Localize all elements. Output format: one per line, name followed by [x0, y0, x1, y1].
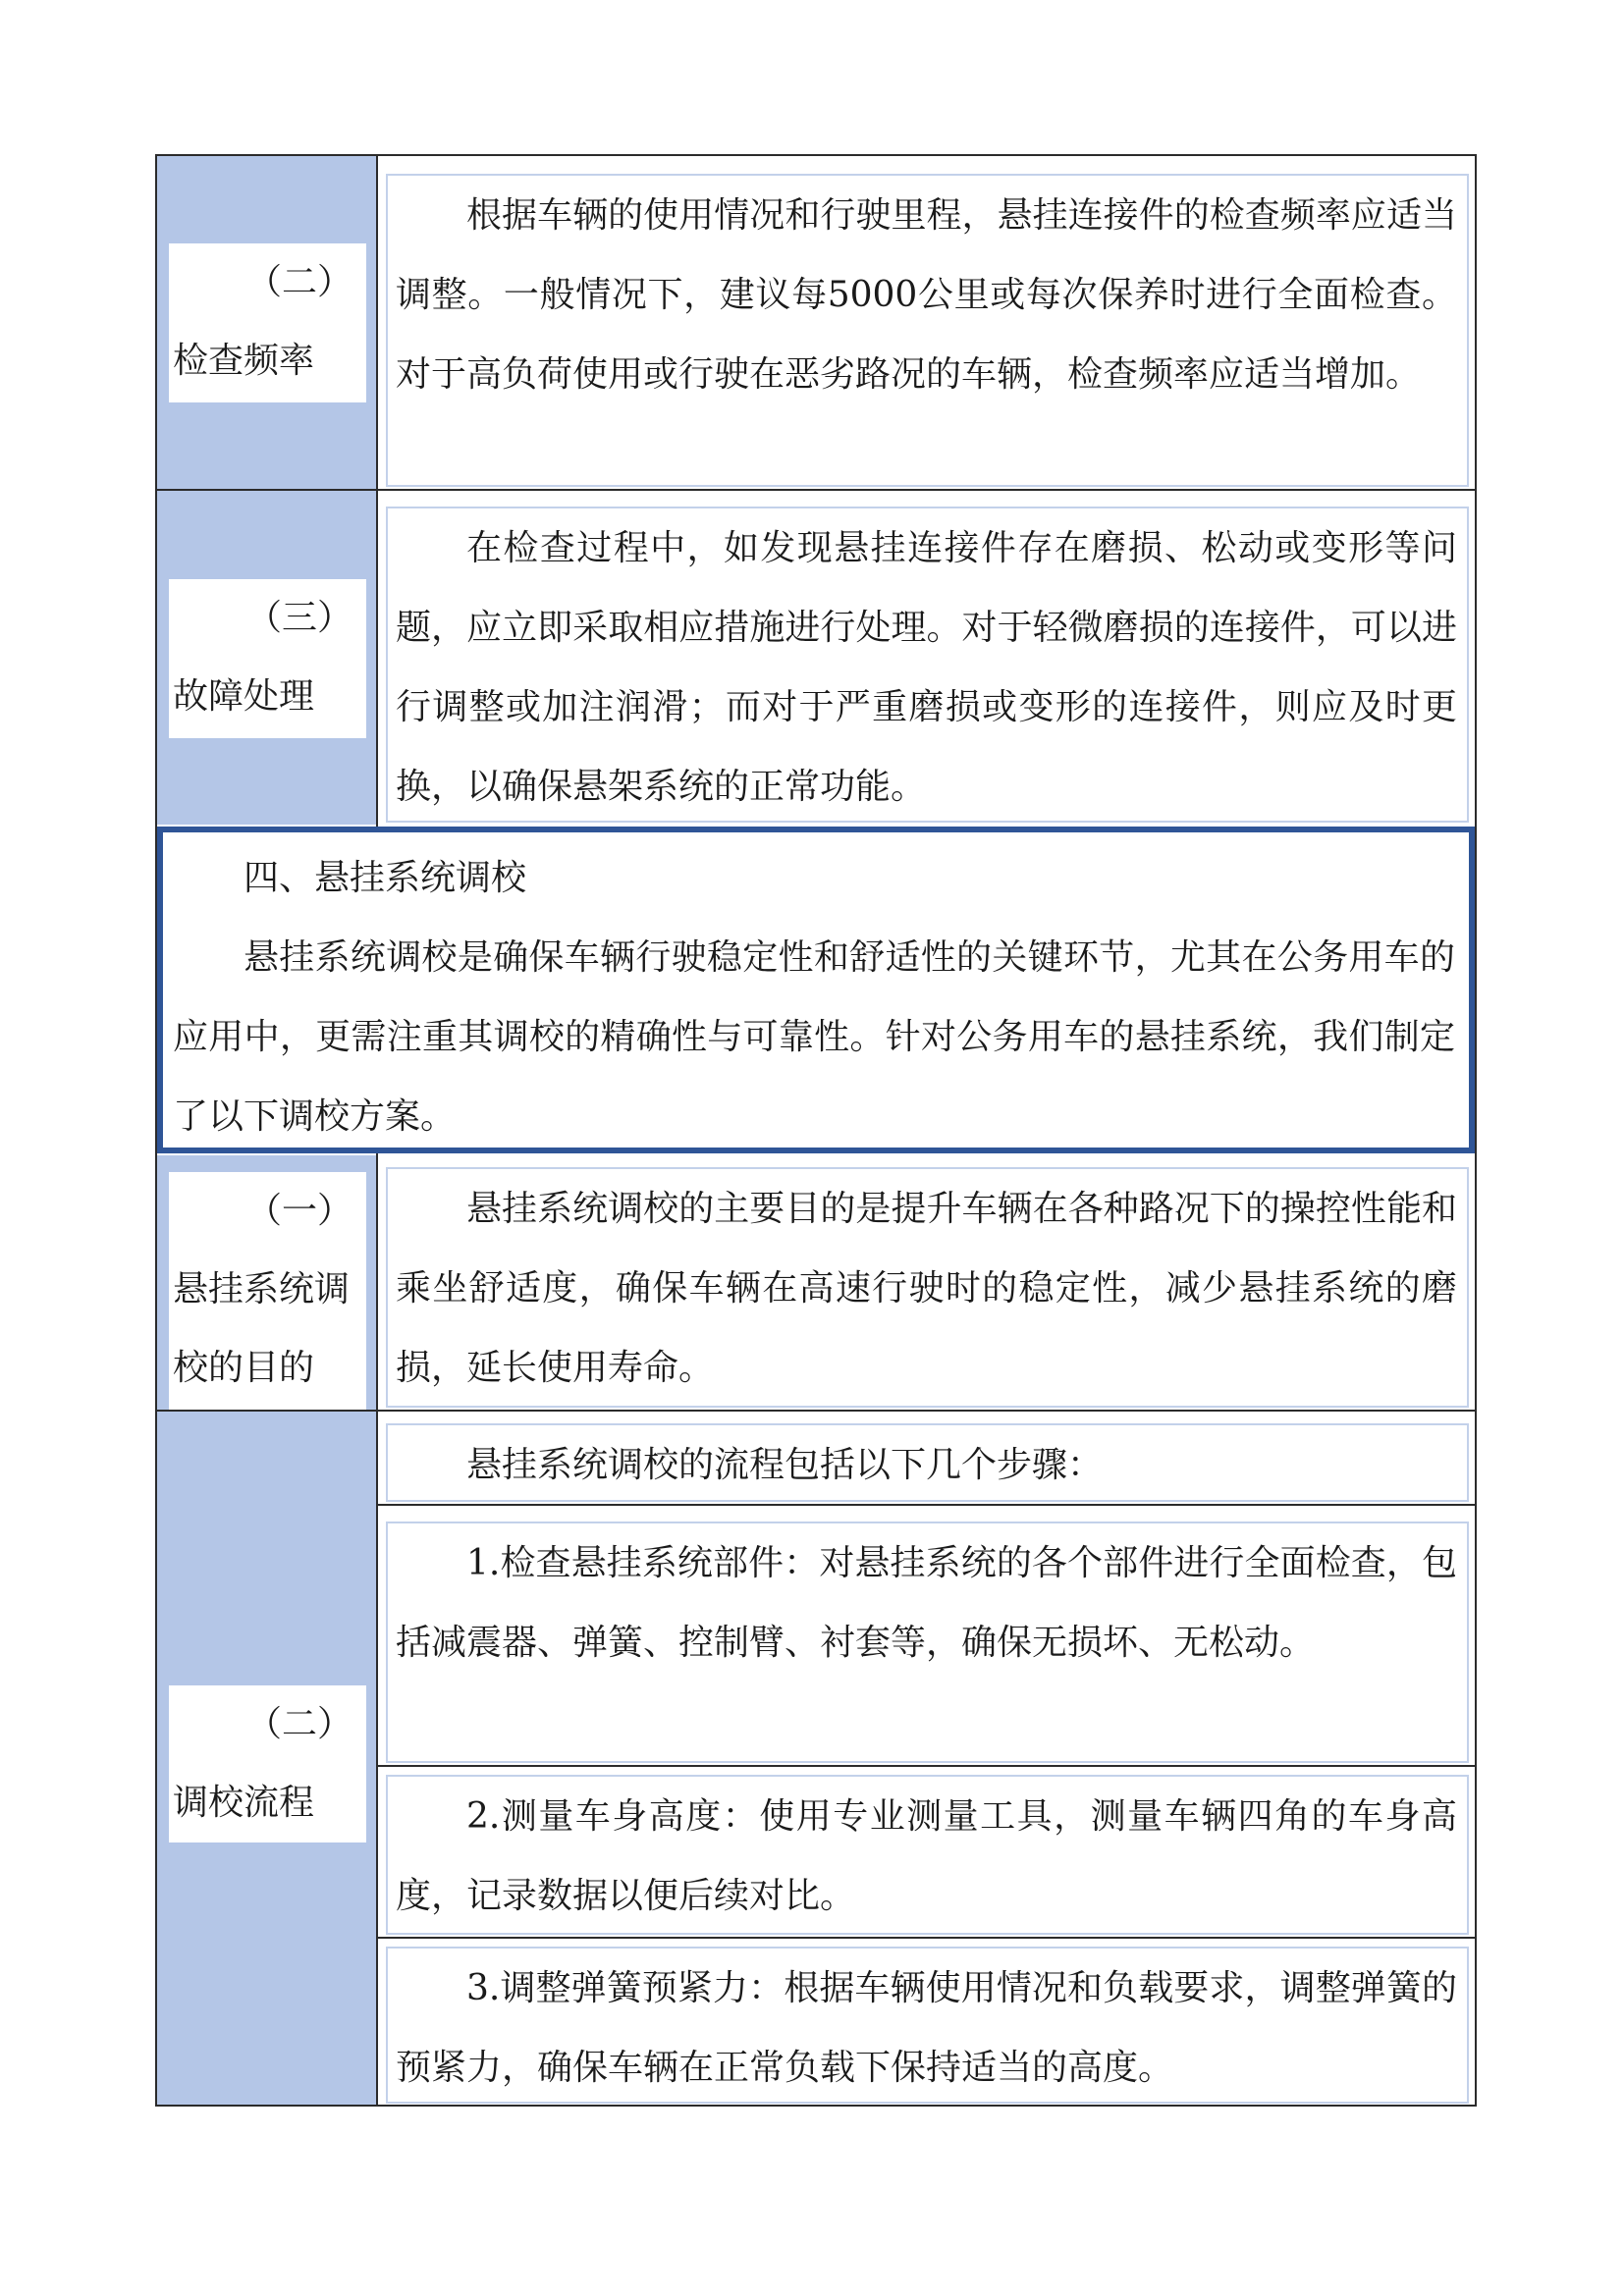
section-block: [157, 827, 1475, 1153]
row-label-text: 故障处理: [173, 676, 315, 717]
content-paragraph: 2.测量车身高度：使用专业测量工具，测量车辆四角的车身高度，记录数据以便后续对比。: [396, 1796, 1457, 1916]
section-heading: 四、悬挂系统调校: [244, 858, 527, 898]
row-label-number: （一）: [245, 1191, 352, 1231]
row-label: [169, 1172, 366, 1410]
row-content: [386, 1167, 1469, 1408]
row-content: [386, 174, 1469, 487]
row-label: [169, 1685, 366, 1842]
row-content: [386, 1522, 1469, 1763]
row-label-number: （二）: [245, 1704, 352, 1744]
column-divider: [376, 1410, 378, 2107]
row-divider: [155, 1410, 1477, 1412]
content-paragraph: 悬挂系统调校的主要目的是提升车辆在各种路况下的操控性能和乘坐舒适度，确保车辆在高速行驶时的稳定性，减少悬挂系统的磨损，延长使用寿命。: [396, 1189, 1457, 1388]
content-paragraph: 在检查过程中，如发现悬挂连接件存在磨损、松动或变形等问题，应立即采取相应措施进行处理。对于轻微磨损的连接件，可以进行调整或加注润滑；而对于严重磨损或变形的连接件，则应及时更换，以确保悬架系统的正常功能。: [396, 528, 1457, 807]
row-label-text: 悬挂系统调: [173, 1269, 351, 1309]
content-paragraph: 1.检查悬挂系统部件：对悬挂系统的各个部件进行全面检查，包括减震器、弹簧、控制臂、衬套等，确保无损坏、无松动。: [396, 1543, 1457, 1663]
content-paragraph: 根据车辆的使用情况和行驶里程，悬挂连接件的检查频率应适当调整。一般情况下，建议每5000公里或每次保养时进行全面检查。对于高负荷使用或行驶在恶劣路况的车辆，检查频率应适当增加。: [396, 195, 1457, 395]
row-label-text: 校的目的: [173, 1348, 315, 1388]
content-paragraph: 3.调整弹簧预紧力：根据车辆使用情况和负载要求，调整弹簧的预紧力，确保车辆在正常负载下保持适当的高度。: [396, 1968, 1457, 2088]
row-label-text: 调校流程: [173, 1783, 315, 1823]
row-label-text: 检查频率: [173, 341, 315, 381]
row-label: [169, 579, 366, 738]
row-divider: [378, 1937, 1475, 1939]
row-content: [386, 1775, 1469, 1935]
row-content: [386, 1947, 1469, 2104]
row-content: [386, 1423, 1469, 1502]
row-label: [169, 243, 366, 402]
row-label-number: （三）: [245, 598, 352, 638]
section-body: 悬挂系统调校是确保车辆行驶稳定性和舒适性的关键环节，尤其在公务用车的应用中，更需注重其调校的精确性与可靠性。针对公务用车的悬挂系统，我们制定了以下调校方案。: [173, 937, 1455, 1137]
row-content: [386, 507, 1469, 823]
content-paragraph: 悬挂系统调校的流程包括以下几个步骤：: [466, 1445, 1104, 1485]
row-divider: [378, 1765, 1475, 1767]
row-divider: [155, 489, 1477, 491]
row-label-number: （二）: [245, 262, 352, 302]
